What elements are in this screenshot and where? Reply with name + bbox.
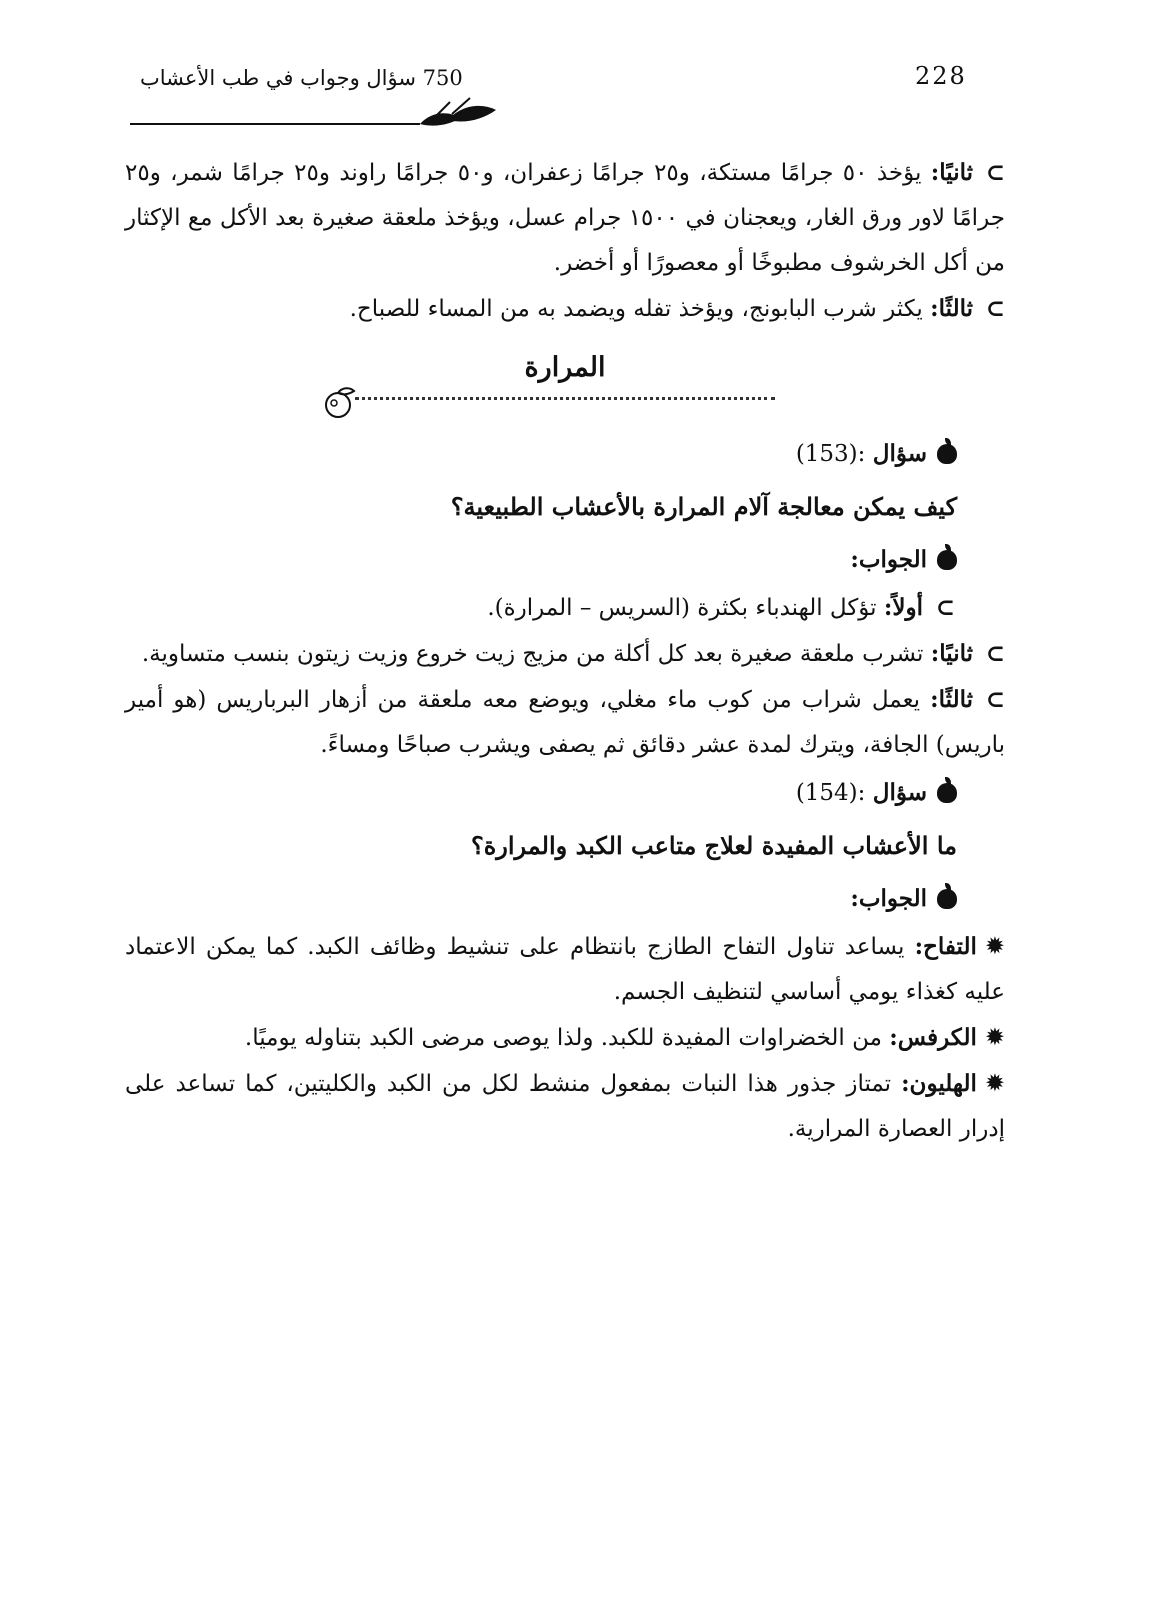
apple-icon <box>937 889 957 909</box>
page-number: 228 <box>915 62 967 90</box>
item-text: يؤخذ ٥٠ جرامًا مستكة، و٢٥ جرامًا زعفران، و٥٠ جرامًا راوند و٢٥ جرامًا شمر، و٢٥ جرامًا لاور ورق الغار، ويعجنان في ١٥٠٠ جرام عسل، ويؤخذ ملعقة صغيرة بعد الأكل مع الإكثار من أكل الخرشوف مطبوخًا أو معصورًا أو أخضر. <box>125 160 1005 276</box>
answer-label: الجواب: <box>125 535 1005 585</box>
herb-item-asparagus: ✹الهليون: تمتاز جذور هذا النبات بمفعول منشط لكل من الكبد والكليتين، كما تساعد على إدرار العصارة المرارية. <box>125 1061 1005 1152</box>
answer-label: الجواب: <box>125 874 1005 924</box>
question-text: كيف يمكن معالجة آلام المرارة بالأعشاب الطبيعية؟ <box>450 492 957 521</box>
answer-item-3: ⊃ثالثًا: يعمل شراب من كوب ماء مغلي، ويوضع معه ملعقة من أزهار البرباريس (هو أمير باريس) الجافة، ويترك لمدة عشر دقائق ثم يصفى ويشرب صباحًا ومساءً. <box>125 677 1005 768</box>
herb-item-celery: ✹الكرفس: من الخضراوات المفيدة للكبد. ولذا يوصى مرضى الكبد بتناوله يوميًا. <box>125 1015 1005 1061</box>
answer-item-2: ⊃ثانيًا: تشرب ملعقة صغيرة بعد كل أكلة من مزيج زيت خروع وزيت زيتون بنسب متساوية. <box>125 631 1005 677</box>
star-bullet-icon: ✹ <box>984 1023 1005 1051</box>
bullet-c-icon: ⊃ <box>985 295 1005 322</box>
star-bullet-icon: ✹ <box>984 1069 1005 1097</box>
answer-item-1: ⊃أولاً: تؤكل الهندباء بكثرة (السريس – المرارة). <box>125 585 1005 631</box>
item-label: ثانيًا: <box>930 159 974 186</box>
bullet-c-icon: ⊃ <box>985 640 1005 667</box>
running-title: 750 سؤال وجواب في طب الأعشاب <box>140 66 463 90</box>
item-text: يكثر شرب البابونج، ويؤخذ تفله ويضمد به من المساء للصباح. <box>349 296 923 322</box>
apple-icon <box>937 550 957 570</box>
section-title: المرارة <box>524 352 606 383</box>
intro-item-2 <box>125 150 1005 286</box>
apple-icon <box>937 444 957 464</box>
bullet-c-icon: ⊃ <box>935 594 955 621</box>
question-number: (153): <box>795 441 866 467</box>
item-label: ثالثًا: <box>930 295 973 322</box>
page-body <box>125 150 1005 1152</box>
dotted-rule <box>355 397 775 400</box>
section-ornament <box>125 389 1005 429</box>
question-text: ما الأعشاب المفيدة لعلاج متاعب الكبد والمرارة؟ <box>470 831 957 860</box>
header-leaf-rule <box>130 62 510 132</box>
fruit-ornament-icon <box>320 385 360 421</box>
page-header <box>130 58 967 128</box>
star-bullet-icon: ✹ <box>984 932 1005 960</box>
bullet-c-icon: ⊃ <box>985 686 1006 713</box>
bullet-c-icon: ⊃ <box>985 159 1006 186</box>
herb-item-apple: ✹التفاح: يساعد تناول التفاح الطازج بانتظام على تنشيط وظائف الكبد. كما يمكن الاعتماد عليه كغذاء يومي أساسي لتنظيف الجسم. <box>125 924 1005 1015</box>
intro-item-3 <box>125 286 1005 332</box>
question-label: سؤال (153): <box>125 429 1005 479</box>
apple-icon <box>937 783 957 803</box>
question-label: سؤال (154): <box>125 768 1005 818</box>
question-number: (154): <box>795 780 866 806</box>
